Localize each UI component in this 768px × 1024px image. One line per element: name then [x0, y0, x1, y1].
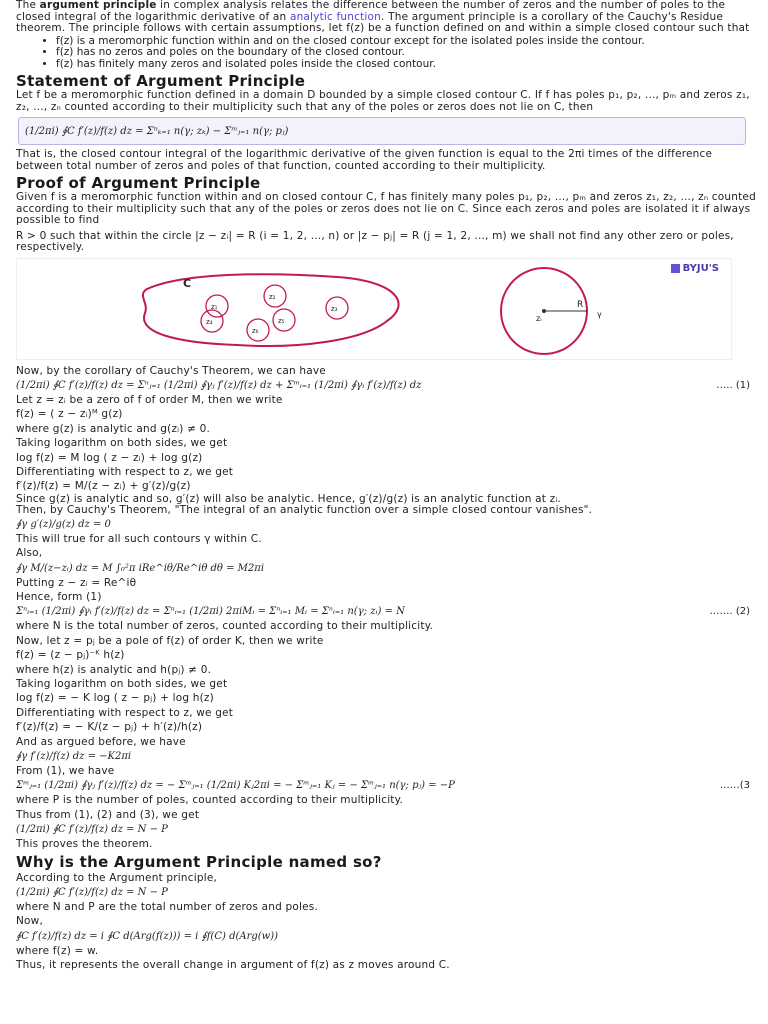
equation: (1/2πi) ∮C f′(z)/f(z) dz = Σⁿⱼ₌₁ (1/2πi) ∮γⱼ f′(z)/f(z) dz + Σᵐᵢ₌₁ (1/2πi) ∮γᵢ f′(z)/f(z) dz: [16, 379, 422, 391]
byjus-logo-icon: [671, 264, 680, 273]
zero-label: z₄: [206, 317, 213, 326]
proof-steps: [16, 364, 760, 852]
zero-label: z₁: [211, 302, 218, 311]
text-line: Now, by the corollary of Cauchy's Theorem, we can have: [16, 364, 326, 377]
intro-bold-term: argument principle: [39, 0, 157, 11]
equation: ∮γ M/(z−zᵢ) dz = M ∫₀²π iRe^iθ/Re^iθ dθ = M2πi: [16, 562, 265, 574]
assumption-list: [16, 36, 760, 71]
equation-line: [16, 378, 760, 393]
equation: ∮C f′(z)/f(z) dz = i ∮C d(Arg(f(z))) = i ∮f(C) d(Arg(w)): [16, 930, 279, 942]
statement-text: Let f be a meromorphic function defined in a domain D bounded by a simple closed contour C. If f has poles p₁, p₂, ..., pₘ and zeros z₁, z₂, ..., zₙ counted according to their multiplicity such that any of the poles or zeros does not lie on C, then: [16, 89, 750, 113]
statement-heading: Statement of Argument Principle: [16, 72, 306, 90]
text-line: Putting z − zᵢ = Re^iθ: [16, 576, 137, 589]
equation-line: [16, 604, 760, 619]
zero-label: z₅: [278, 316, 285, 325]
list-item: • f(z) has finitely many zeros and isolated poles inside the closed contour.: [56, 59, 760, 71]
text-line: From (1), we have: [16, 765, 115, 778]
center-label: zᵢ: [536, 313, 542, 323]
equation-line: [16, 929, 760, 944]
text-line: log f(z) = − K log ( z − pⱼ) + log h(z): [16, 692, 214, 705]
contour-figure: [16, 258, 732, 360]
radius-label: R: [577, 299, 584, 310]
intro-text-b: in complex analysis relates the difference between the number of zeros and the number of poles to the closed integral of the logarithmic derivative of an: [16, 0, 726, 23]
text-line: This proves the theorem.: [16, 838, 153, 851]
text-line: Let z = zᵢ be a zero of f of order M, then we write: [16, 393, 283, 406]
text-line: where P is the number of poles, counted according to their multiplicity.: [16, 794, 404, 807]
text-line: f′(z)/f(z) = − K/(z − pⱼ) + h′(z)/h(z): [16, 721, 203, 734]
equation-number: ……. (2): [709, 606, 750, 618]
text-line: Hence, form (1): [16, 590, 102, 603]
statement-explanation: That is, the closed contour integral of the logarithmic derivative of the given function is equal to the 2πi times of the difference between total number of zeros and poles of that function, counted according to their multiplicity.: [16, 148, 713, 172]
equation-line: [16, 517, 760, 532]
equation-number: ….. (1): [716, 379, 750, 391]
text-line: Taking logarithm on both sides, we get: [16, 678, 228, 690]
text-line: f′(z)/f(z) = M/(z − zᵢ) + g′(z)/g(z): [16, 480, 191, 493]
zero-label: z₃: [331, 304, 338, 313]
intro-text-c: . The argument principle is a corollary of the Cauchy's Residue theorem. The principle follows with certain assumptions, let f(z) be a function defined on and within a simple closed contour such that: [16, 10, 750, 34]
text-line: where N and P are the total number of zeros and poles.: [16, 901, 319, 914]
intro-section: [16, 0, 760, 70]
text-line: log f(z) = M log ( z − zᵢ) + log g(z): [16, 451, 203, 464]
text-line: f(z) = (z − pⱼ)⁻ᴷ h(z): [16, 649, 125, 662]
text-line: And as argued before, we have: [16, 735, 186, 748]
equation: ∮γ g′(z)/g(z) dz = 0: [16, 518, 111, 530]
text-line: Differentiating with respect to z, we get: [16, 465, 234, 478]
equation-line: [16, 822, 760, 837]
byjus-logo: [671, 263, 719, 274]
statement-formula: (1/2πi) ∮C f′(z)/f(z) dz = Σⁿₖ₌₁ n(γ; zₖ) − Σᵐⱼ₌₁ n(γ; pⱼ): [25, 125, 289, 137]
equation-line: [16, 778, 760, 793]
equation: Σᵐⱼ₌₁ (1/2πi) ∮γⱼ f′(z)/f(z) dz = − Σᵐⱼ₌₁ (1/2πi) Kⱼ2πi = − Σᵐⱼ₌₁ Kⱼ = − Σᵐⱼ₌₁ n(γ; pⱼ) = −P: [16, 780, 455, 792]
gamma-label: γ: [597, 309, 602, 319]
equation: (1/2πi) ∮C f′(z)/f(z) dz = N − P: [16, 887, 168, 899]
text-line: where N is the total number of zeros, counted according to their multiplicity.: [16, 620, 434, 633]
text-line: f(z) = ( z − zᵢ)ᴹ g(z): [16, 408, 123, 421]
contour-diagram: [17, 259, 737, 357]
intro-text-a: The: [16, 0, 40, 11]
why-heading: Why is the Argument Principle named so?: [16, 852, 382, 871]
proof-paragraph-2: R > 0 such that within the circle |z − zᵢ| = R (i = 1, 2, ..., n) or |z − pⱼ| = R (j = 1, 2, ..., m) we shall not find any other zero or poles, respectively.: [16, 229, 734, 253]
text-line: Since g(z) is analytic and so, g′(z) will also be analytic. Hence, g′(z)/g(z) is an analytic function at zᵢ.: [16, 492, 561, 505]
equation: ∮γ f′(z)/f(z) dz = −K2πi: [16, 751, 132, 763]
byjus-logo-text: BYJU'S: [682, 262, 719, 274]
text-line: This will true for all such contours γ within C.: [16, 532, 262, 545]
why-steps: [16, 871, 760, 973]
equation-line: [16, 749, 760, 764]
text-line: where f(z) = w.: [16, 944, 99, 957]
text-line: Thus from (1), (2) and (3), we get: [16, 808, 200, 821]
equation: (1/2πi) ∮C f′(z)/f(z) dz = N − P: [16, 824, 168, 836]
text-line: Then, by Cauchy's Theorem, "The integral of an analytic function over a simple closed contour vanishes".: [16, 504, 593, 517]
analytic-function-link[interactable]: analytic function: [289, 10, 382, 23]
equation: Σⁿᵢ₌₁ (1/2πi) ∮γᵢ f′(z)/f(z) dz = Σⁿᵢ₌₁ (1/2πi) 2πiMᵢ = Σⁿᵢ₌₁ Mᵢ = Σⁿᵢ₌₁ n(γ; zᵢ) = N: [16, 606, 405, 618]
text-line: where h(z) is analytic and h(pⱼ) ≠ 0.: [16, 663, 212, 676]
statement-formula-box: [18, 117, 746, 145]
equation-number: ……(3: [719, 780, 750, 792]
text-line: Now,: [16, 915, 44, 928]
list-item: • f(z) is a meromorphic function within and on the closed contour except for the isolated poles inside the contour.: [56, 36, 760, 48]
list-item: • f(z) has no zeros and poles on the boundary of the closed contour.: [56, 47, 760, 59]
zero-label: z₆: [252, 326, 259, 335]
intro-paragraph: [16, 0, 760, 35]
equation-line: [16, 561, 760, 576]
text-line: Taking logarithm on both sides, we get: [16, 437, 228, 450]
proof-heading: Proof of Argument Principle: [16, 174, 261, 192]
text-line: Differentiating with respect to z, we get: [16, 706, 234, 719]
contour-c-label: C: [183, 276, 192, 290]
text-line: Now, let z = pⱼ be a pole of f(z) of order K, then we write: [16, 634, 324, 647]
contour-c-shape: [143, 274, 399, 346]
proof-paragraph-1: Given f is a meromorphic function within and on closed contour C, f has finitely many poles p₁, p₂, ..., pₘ and zeros z₁, z₂, ..., zₙ counted according to their multiplicity such that any of the poles or zeros does not lie on C. Since each zeros and poles are isolated it if always possible to find: [16, 191, 756, 226]
text-line: where g(z) is analytic and g(zᵢ) ≠ 0.: [16, 422, 211, 435]
text-line: Also,: [16, 547, 43, 560]
text-line: Thus, it represents the overall change in argument of f(z) as z moves around C.: [16, 959, 450, 972]
zero-label: z₂: [269, 292, 276, 301]
equation-line: [16, 885, 760, 900]
text-line: According to the Argument principle,: [16, 871, 218, 884]
